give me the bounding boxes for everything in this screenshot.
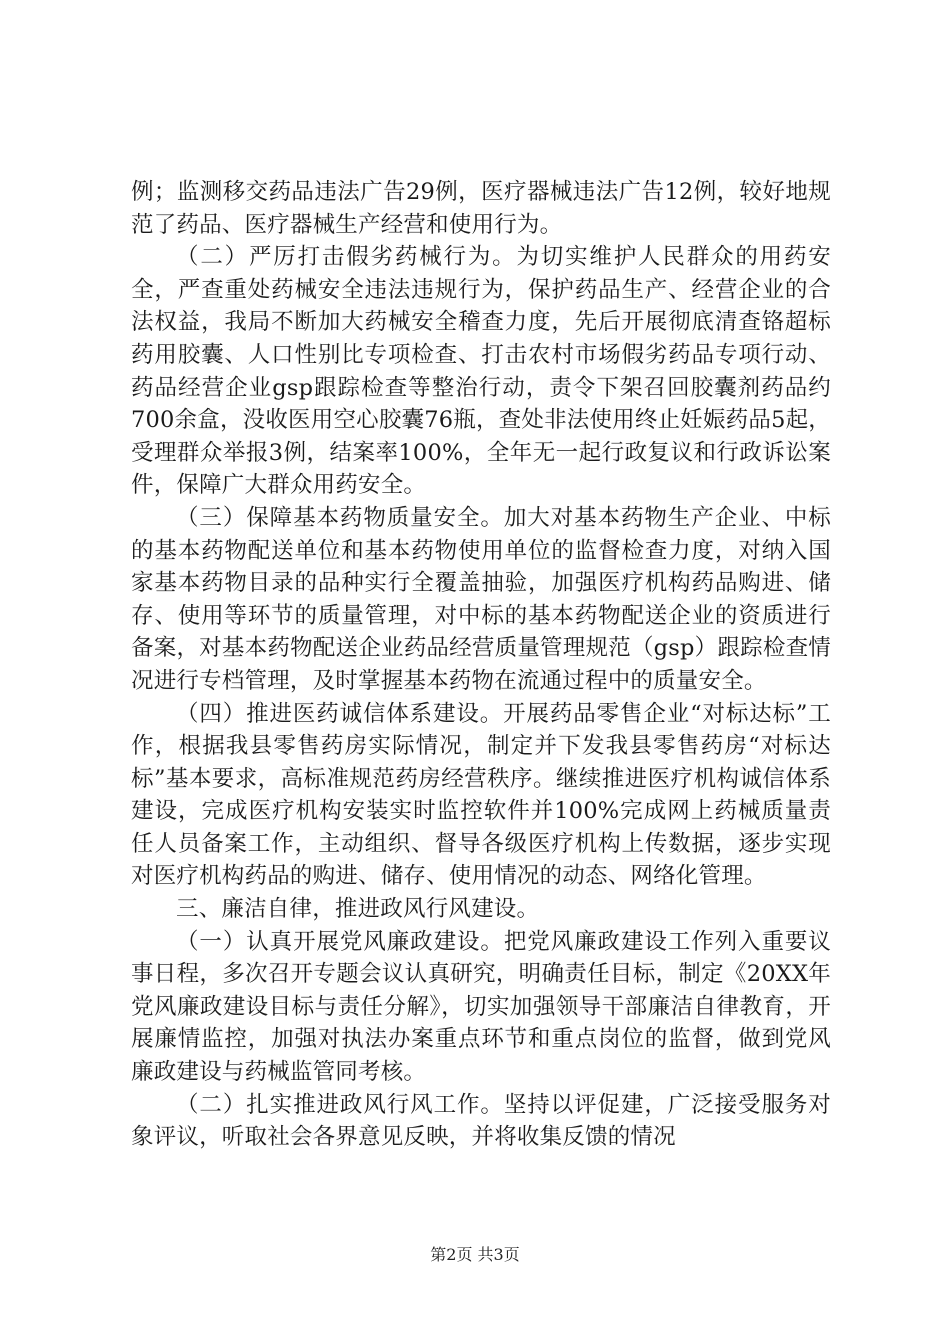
paragraph-3: （三）保障基本药物质量安全。加大对基本药物生产企业、中标的基本药物配送单位和基本药物使用单位的监督检查力度，对纳入国家基本药物目录的品种实行全覆盖抽验，加强医疗机构药品购进、储存、使用等环节的质量管理，对中标的基本药物配送企业的资质进行备案，对基本药物配送企业药品经营质量管理规范（gsp）跟踪检查情况进行专档管理，及时掌握基本药物在流通过程中的质量安全。	[131, 504, 831, 694]
paragraph-4: （四）推进医药诚信体系建设。开展药品零售企业“对标达标”工作，根据我县零售药房实际情况，制定并下发我县零售药房“对标达标”基本要求，高标准规范药房经营秩序。继续推进医疗机构诚信体系建设，完成医疗机构安装实时监控软件并100%完成网上药械质量责任人员备案工作，主动组织、督导各级医疗机构上传数据，逐步实现对医疗机构药品的购进、储存、使用情况的动态、网络化管理。	[131, 700, 831, 890]
document-body	[131, 176, 831, 1154]
paragraph-1: 例；监测移交药品违法广告29例，医疗器械违法广告12例，较好地规范了药品、医疗器械生产经营和使用行为。	[131, 179, 831, 238]
page-number-footer: 第2页 共3页	[430, 1245, 520, 1264]
paragraph-5: （一）认真开展党风廉政建设。把党风廉政建设工作列入重要议事日程，多次召开专题会议认真研究，明确责任目标，制定《20XX年党风廉政建设目标与责任分解》，切实加强领导干部廉洁自律教育，开展廉情监控，加强对执法办案重点环节和重点岗位的监督，做到党风廉政建设与药械监管同考核。	[131, 928, 831, 1086]
paragraph-2: （二）严厉打击假劣药械行为。为切实维护人民群众的用药安全，严查重处药械安全违法违规行为，保护药品生产、经营企业的合法权益，我局不断加大药械安全稽查力度，先后开展彻底清查铬超标药用胶囊、人口性别比专项检查、打击农村市场假劣药品专项行动、药品经营企业gsp跟踪检查等整治行动，责令下架召回胶囊剂药品约700余盒，没收医用空心胶囊76瓶，查处非法使用终止妊娠药品5起，受理群众举报3例，结案率100%，全年无一起行政复议和行政诉讼案件，保障广大群众用药安全。	[131, 244, 831, 499]
paragraph-6: （二）扎实推进政风行风工作。坚持以评促建，广泛接受服务对象评议，听取社会各界意见反映，并将收集反馈的情况	[131, 1091, 831, 1151]
section-heading: 三、廉洁自律，推进政风行风建设。	[176, 896, 540, 923]
